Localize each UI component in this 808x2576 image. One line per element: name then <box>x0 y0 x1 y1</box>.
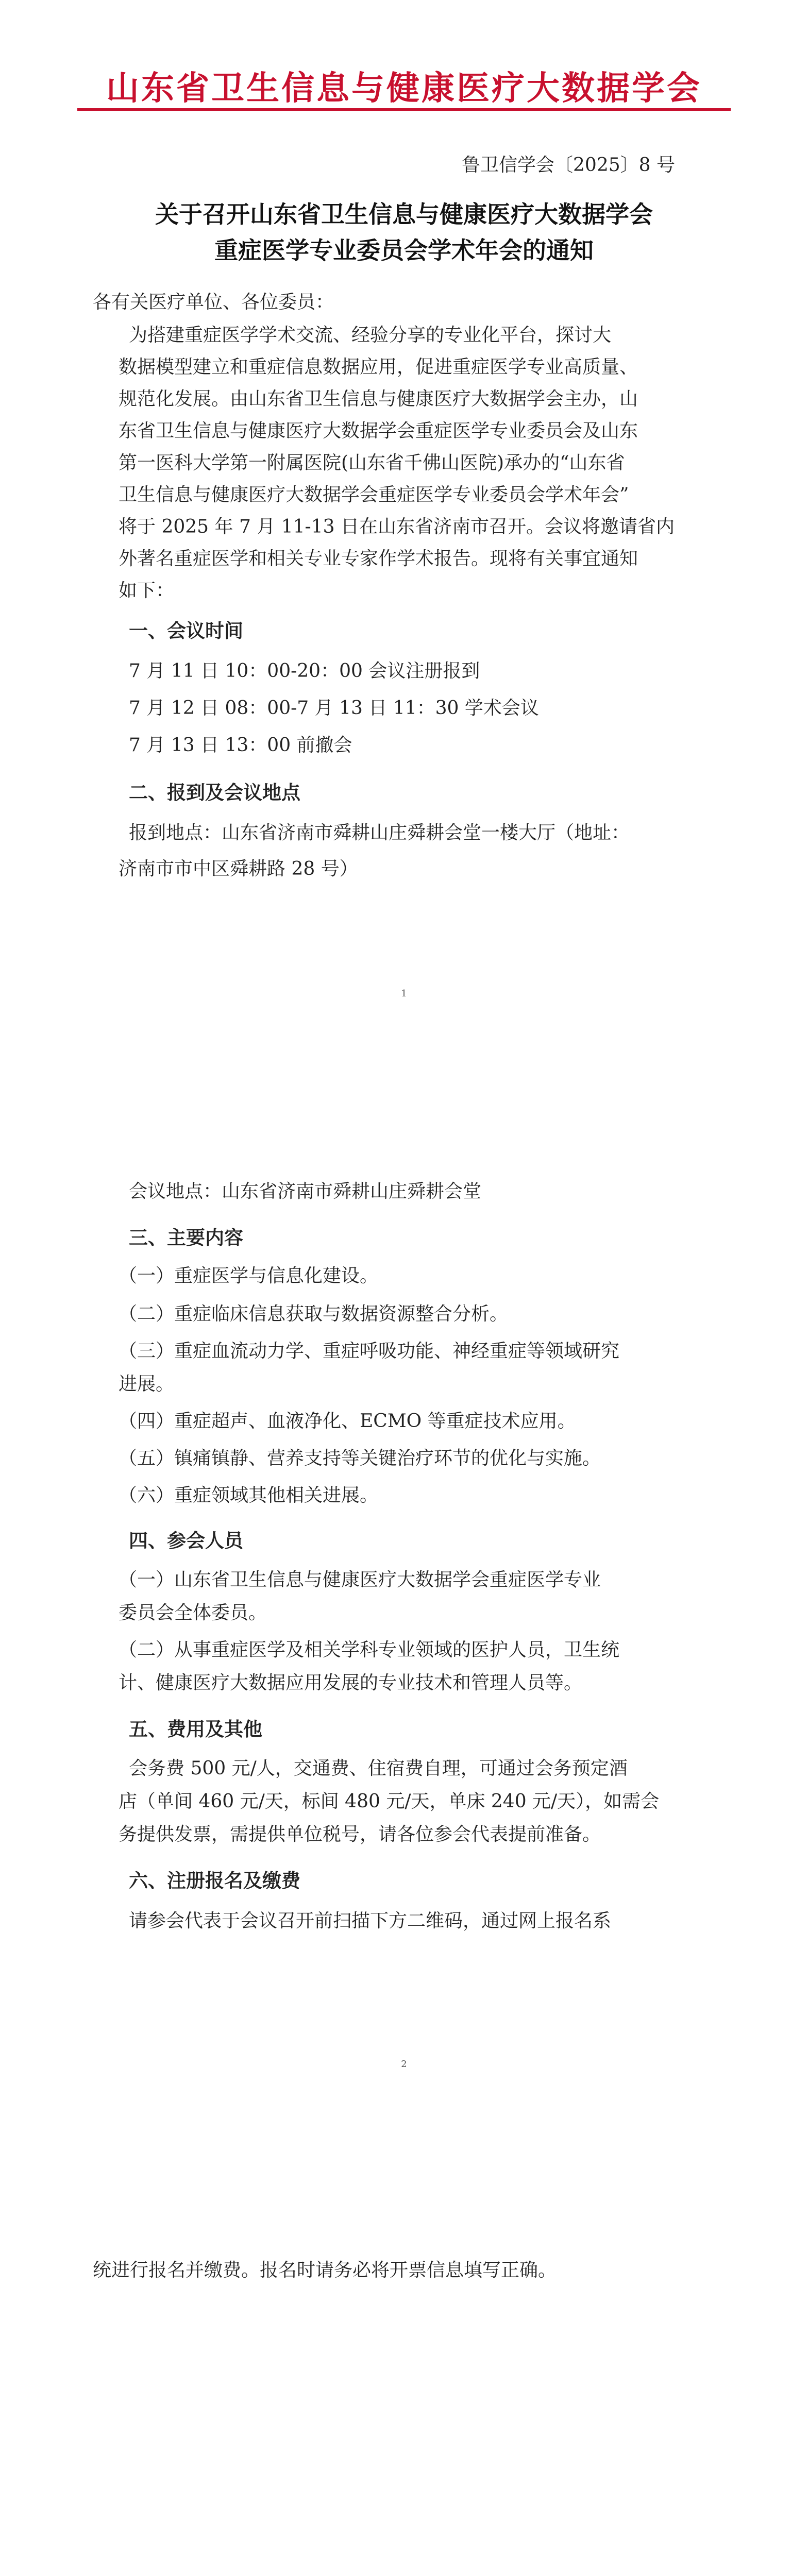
content-item: （三）重症血流动力学、重症呼吸功能、神经重症等领域研究 <box>119 1341 620 1362</box>
content-item: （二）重症临床信息获取与数据资源整合分析。 <box>119 1303 509 1325</box>
section-heading-attendees: 四、参会人员 <box>129 1530 243 1552</box>
intro-line: 东省卫生信息与健康医疗大数据学会重症医学专业委员会及山东 <box>119 420 638 442</box>
intro-line: 规范化发展。由山东省卫生信息与健康医疗大数据学会主办，山 <box>119 388 638 410</box>
letterhead-redline <box>77 108 731 111</box>
notice-title-line1: 关于召开山东省卫生信息与健康医疗大数据学会 <box>155 200 653 228</box>
attendee-line: （二）从事重症医学及相关学科专业领域的医护人员，卫生统 <box>119 1639 620 1660</box>
checkin-address: 报到地点：山东省济南市舜耕山庄舜耕会堂一楼大厅（地址： <box>129 822 630 843</box>
section-heading-registration: 六、注册报名及缴费 <box>129 1870 300 1892</box>
fee-line: 会务费 500 元/人，交通费、住宿费自理，可通过会务预定酒 <box>129 1758 628 1779</box>
checkin-address-cont: 济南市市中区舜耕路 28 号） <box>119 858 358 879</box>
intro-line: 将于 2025 年 7 月 11-13 日在山东省济南市召开。会议将邀请省内 <box>119 516 675 537</box>
section-heading-fees: 五、费用及其他 <box>129 1718 262 1740</box>
registration-line: 统进行报名并缴费。报名时请务必将开票信息填写正确。 <box>93 2260 557 2281</box>
schedule-item: 7 月 11 日 10：00-20：00 会议注册报到 <box>129 660 480 682</box>
section-heading-time: 一、会议时间 <box>129 620 243 642</box>
content-item: 进展。 <box>119 1374 175 1395</box>
section-heading-content: 三、主要内容 <box>129 1227 243 1249</box>
venue: 会议地点：山东省济南市舜耕山庄舜耕会堂 <box>129 1181 482 1202</box>
page-number: 2 <box>401 2059 407 2070</box>
document-number: 鲁卫信学会〔2025〕8 号 <box>462 155 675 176</box>
fee-line: 店（单间 460 元/天，标间 480 元/天，单床 240 元/天），如需会 <box>119 1791 660 1812</box>
notice-title-line2: 重症医学专业委员会学术年会的通知 <box>214 236 594 264</box>
page-number: 1 <box>401 988 407 999</box>
intro-line: 外著名重症医学和相关专业专家作学术报告。现将有关事宜通知 <box>119 548 638 569</box>
schedule-item: 7 月 12 日 08：00-7 月 13 日 11：30 学术会议 <box>129 698 539 719</box>
content-item: （六）重症领域其他相关进展。 <box>119 1485 379 1506</box>
intro-line: 为搭建重症医学学术交流、经验分享的专业化平台，探讨大 <box>129 325 612 346</box>
intro-line: 第一医科大学第一附属医院(山东省千佛山医院)承办的“山东省 <box>119 452 625 473</box>
registration-line: 请参会代表于会议召开前扫描下方二维码，通过网上报名系 <box>129 1910 612 1931</box>
section-heading-location: 二、报到及会议地点 <box>129 782 300 804</box>
fee-line: 务提供发票，需提供单位税号，请各位参会代表提前准备。 <box>119 1824 601 1845</box>
attendee-line: （一）山东省卫生信息与健康医疗大数据学会重症医学专业 <box>119 1569 601 1590</box>
intro-line: 数据模型建立和重症信息数据应用，促进重症医学专业高质量、 <box>119 357 638 378</box>
letterhead: 山东省卫生信息与健康医疗大数据学会 <box>106 69 702 108</box>
schedule-item: 7 月 13 日 13：00 前撤会 <box>129 735 352 756</box>
attendee-line: 计、健康医疗大数据应用发展的专业技术和管理人员等。 <box>119 1672 583 1693</box>
content-item: （四）重症超声、血液净化、ECMO 等重症技术应用。 <box>119 1411 576 1432</box>
intro-line: 卫生信息与健康医疗大数据学会重症医学专业委员会学术年会” <box>119 484 629 505</box>
content-item: （五）镇痛镇静、营养支持等关键治疗环节的优化与实施。 <box>119 1448 601 1469</box>
salutation: 各有关医疗单位、各位委员： <box>93 292 334 313</box>
attendee-line: 委员会全体委员。 <box>119 1602 267 1623</box>
content-item: （一）重症医学与信息化建设。 <box>119 1265 379 1286</box>
intro-line: 如下： <box>119 580 175 601</box>
